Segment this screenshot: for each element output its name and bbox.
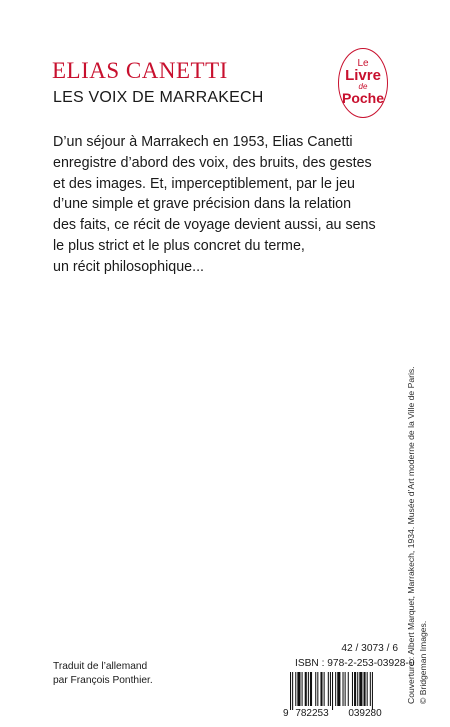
barcode-bar [295, 672, 296, 706]
translator-credit [53, 660, 153, 687]
barcode-bar [310, 672, 312, 706]
barcode-bar [290, 672, 291, 710]
barcode-bar [354, 672, 356, 706]
barcode-bars [290, 672, 373, 710]
barcode-bar [348, 672, 349, 706]
barcode-bar [292, 672, 293, 710]
barcode-bar [372, 672, 373, 710]
book-title: LES VOIX DE MARRAKECH [53, 89, 264, 106]
blurb-line: le plus strict et le plus concret du terme, [53, 237, 305, 254]
barcode-bar [337, 672, 340, 706]
barcode-first-digit: 9 [283, 708, 289, 718]
cover-credit [405, 348, 439, 704]
blurb-line: un récit philosophique... [53, 258, 205, 275]
translator-line-1: Traduit de l’allemand [53, 661, 148, 672]
barcode-bar [370, 672, 371, 706]
barcode-bar [320, 672, 322, 706]
barcode-bar [328, 672, 329, 706]
cover-credit-line-1: Couverture : Albert Marquet, Marrakech, 1934. Musée d’Art moderne de la Ville de Paris. [406, 366, 416, 704]
barcode-bar [357, 672, 358, 706]
barcode-bar [315, 672, 316, 706]
barcode-bar [332, 672, 333, 710]
blurb-line: d’une simple et grave précision dans la relation [53, 196, 352, 213]
barcode-bar [343, 672, 344, 706]
barcode-bar [367, 672, 368, 706]
barcode-digits-right: 039280 [348, 708, 382, 718]
catalog-reference: 42 / 3073 / 6 [341, 643, 398, 654]
blurb-line: des faits, ce récit de voyage devient aussi, au sens [53, 217, 376, 234]
barcode-bar [335, 672, 336, 706]
barcode-bar [352, 672, 353, 706]
isbn-number: ISBN : 978-2-253-03928-0 [295, 658, 415, 669]
barcode-bar [317, 672, 318, 706]
barcode-digits-left: 782253 [295, 708, 329, 718]
back-cover-blurb [53, 132, 418, 278]
barcode-bar [305, 672, 307, 706]
barcode-bar [359, 672, 362, 706]
barcode-bar [308, 672, 309, 706]
barcode-bar [330, 672, 331, 706]
barcode-bar [302, 672, 303, 706]
cover-credit-line-2: © Bridgeman Images. [418, 620, 428, 704]
logo-line-3: de [358, 82, 368, 91]
barcode-bar [297, 672, 300, 706]
cover-credit-container [405, 348, 439, 704]
barcode [282, 672, 398, 718]
barcode-bar [364, 672, 366, 706]
blurb-line: enregistre d’abord des voix, des bruits, des gestes [53, 154, 372, 171]
logo-line-1: Le [357, 58, 369, 69]
barcode-bar [324, 672, 325, 706]
logo-line-2: Livre [345, 67, 381, 84]
barcode-bar [345, 672, 346, 706]
author-name: ELIAS CANETTI [52, 58, 228, 83]
logo-line-4: Poche [341, 90, 384, 106]
blurb-line: et des images. Et, imperceptiblement, par le jeu [53, 175, 355, 192]
translator-line-2: par François Ponthier. [53, 674, 153, 686]
livre-de-poche-logo [338, 48, 388, 118]
blurb-line: D’un séjour à Marrakech en 1953, Elias Canetti [53, 134, 353, 150]
